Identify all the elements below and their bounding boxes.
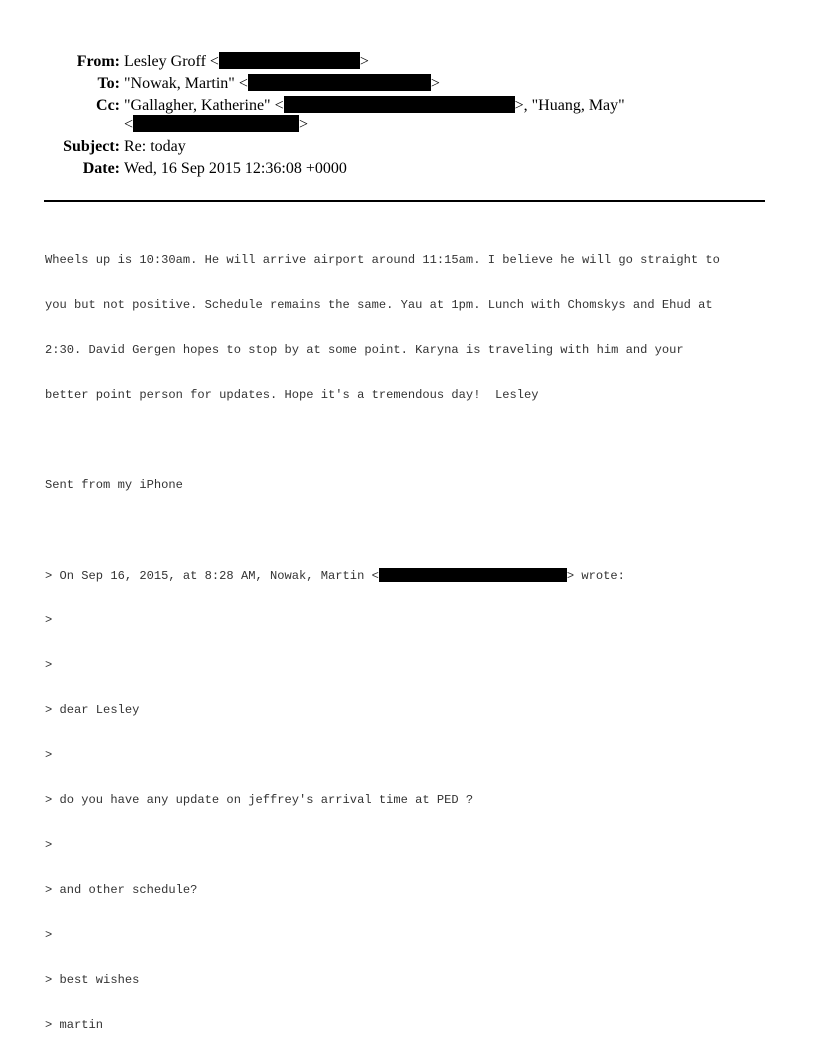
cc-row [0, 96, 816, 116]
body-line: Wheels up is 10:30am. He will arrive airport around 11:15am. I believe he will go straight to [45, 253, 720, 267]
quote-header-line [45, 568, 785, 583]
redaction-box [379, 568, 567, 582]
email-body [45, 223, 785, 1048]
to-value [124, 74, 440, 94]
blank-line [45, 523, 785, 538]
date-label: Date: [82, 160, 120, 177]
cc-close-2: > [299, 116, 309, 133]
cc-open-2: < [124, 116, 134, 133]
quoted-line: > [45, 658, 53, 672]
subject-label: Subject: [63, 138, 120, 155]
quoted-line: > martin [45, 1018, 104, 1032]
cc-value [124, 96, 625, 116]
redaction-box [219, 52, 360, 69]
from-row [0, 52, 816, 72]
quoted-line: > dear Lesley [45, 703, 140, 717]
redaction-box [248, 74, 431, 91]
from-value [124, 52, 369, 72]
body-line: 2:30. David Gergen hopes to stop by at some point. Karyna is traveling with him and your [45, 343, 684, 357]
cc-mid: >, "Huang, May" [514, 97, 625, 114]
cc-value-2 [124, 115, 308, 135]
signature-line: Sent from my iPhone [45, 478, 183, 492]
quote-header-prefix: > On Sep 16, 2015, at 8:28 AM, Nowak, Martin < [45, 569, 379, 583]
subject-value: Re: today [124, 138, 186, 155]
cc-row-continuation [0, 115, 816, 135]
date-value: Wed, 16 Sep 2015 12:36:08 +0000 [124, 160, 347, 177]
quoted-line: > do you have any update on jeffrey's arrival time at PED ? [45, 793, 474, 807]
quoted-line: > and other schedule? [45, 883, 198, 897]
subject-row [0, 137, 816, 157]
to-label: To: [97, 75, 120, 92]
quoted-line: > [45, 928, 53, 942]
from-close: > [359, 53, 369, 70]
from-label: From: [76, 53, 120, 70]
quoted-line: > [45, 838, 53, 852]
to-name: "Nowak, Martin" < [124, 75, 248, 92]
quote-header-suffix: > wrote: [566, 569, 625, 583]
to-row [0, 74, 816, 94]
cc-name-1: "Gallagher, Katherine" < [124, 97, 284, 114]
from-name: Lesley Groff < [124, 53, 219, 70]
body-line: you but not positive. Schedule remains the same. Yau at 1pm. Lunch with Chomskys and Ehud at [45, 298, 713, 312]
to-close: > [430, 75, 440, 92]
header-divider [44, 200, 765, 202]
body-line: better point person for updates. Hope it's a tremendous day! Lesley [45, 388, 539, 402]
blank-line [45, 433, 785, 448]
redaction-box [133, 115, 299, 132]
quoted-line: > best wishes [45, 973, 140, 987]
cc-label: Cc: [96, 97, 120, 114]
quoted-line: > [45, 613, 53, 627]
quoted-line: > [45, 748, 53, 762]
redaction-box [284, 96, 515, 113]
date-row [0, 159, 816, 179]
